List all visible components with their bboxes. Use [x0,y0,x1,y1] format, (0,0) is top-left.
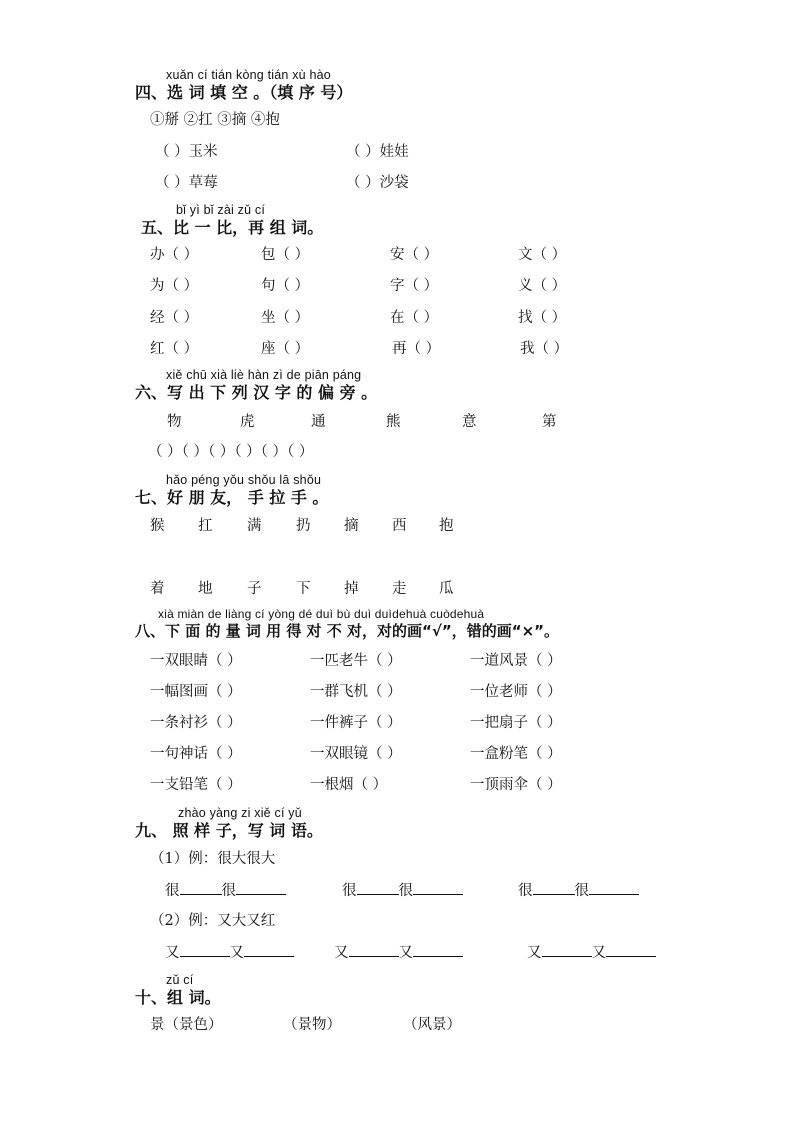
s10-pinyin: zǔ cí [166,973,194,987]
s4-options: ①掰 ②扛 ③摘 ④抱 [150,112,280,128]
s6-char: 虎 [240,414,255,430]
s5-cell: 红（ ） [150,341,199,357]
s9-heading: 九、 照 样 子，写 词 语。 [135,821,323,840]
s7-pinyin: hǎo péng yǒu shǒu lā shǒu [166,473,322,487]
s9-example: （1）例：很大很大 [150,851,276,867]
s8-heading: 八、下 面 的 量 词 用 得 对 不 对，对的画“√”，错的画“×”。 [135,622,560,640]
s4-pinyin: xuǎn cí tián kòng tián xù hào [166,68,331,82]
s7-char: 下 [296,581,311,597]
s9-pinyin: zhào yàng zi xiě cí yǔ [178,806,302,820]
s8-cell: 一双眼镜（ ） [310,746,402,762]
s10-item: （景物） [283,1017,341,1033]
s5-pinyin: bǐ yì bǐ zài zǔ cí [176,203,266,217]
s5-cell: 找（ ） [518,310,567,326]
s5-cell: 再（ ） [392,341,441,357]
s7-char: 着 [150,581,165,597]
s4-item: （ ）沙袋 [346,175,409,191]
s8-cell: 一件裤子（ ） [310,715,402,731]
s8-cell: 一句神话（ ） [150,746,242,762]
s6-heading: 六、写 出 下 列 汉 字 的 偏 旁 。 [135,383,378,402]
s8-cell: 一位老师（ ） [470,684,562,700]
s5-cell: 文（ ） [518,247,567,263]
s8-cell: 一盒粉笔（ ） [470,746,562,762]
s8-cell: 一条衬衫（ ） [150,715,242,731]
s5-cell: 办（ ） [150,247,199,263]
s9-blank-item: 又 又 [334,941,463,962]
s5-cell: 句（ ） [261,278,310,294]
s6-char: 物 [167,414,182,430]
s6-char: 意 [462,414,477,430]
s7-char: 地 [198,581,213,597]
s8-cell: 一顶雨伞（ ） [470,777,562,793]
s8-cell: 一根烟（ ） [310,777,388,793]
s9-blank-item: 又 又 [165,941,294,962]
s10-item: （风景） [403,1017,461,1033]
s5-cell: 经（ ） [150,310,199,326]
s5-cell: 座（ ） [261,341,310,357]
s5-cell: 字（ ） [390,278,439,294]
s7-char: 摘 [344,518,359,534]
s5-heading: 五、比 一 比，再 组 词。 [141,218,324,237]
s8-cell: 一道风景（ ） [470,653,562,669]
s7-char: 扛 [198,518,213,534]
s8-cell: 一群飞机（ ） [310,684,402,700]
s8-cell: 一把扇子（ ） [470,715,562,731]
s6-blanks: （ ）（ ）（ ）（ ）（ ）（ ） [148,444,314,460]
s4-heading: 四、选 词 填 空 。（填 序 号） [135,83,353,102]
s7-char: 西 [392,518,407,534]
s5-cell: 包（ ） [261,247,310,263]
s7-char: 掉 [344,581,359,597]
s7-heading: 七、好 朋 友， 手 拉 手 。 [135,488,329,507]
s7-char: 猴 [150,518,165,534]
s9-blank-item: 又 又 [527,941,656,962]
s5-cell: 我（ ） [520,341,569,357]
s5-cell: 坐（ ） [261,310,310,326]
s5-cell: 安（ ） [390,247,439,263]
s7-char: 扔 [296,518,311,534]
s6-char: 熊 [386,414,401,430]
s9-blank-item: 很 很 [165,879,286,900]
s7-char: 走 [392,581,407,597]
s7-char: 瓜 [439,581,454,597]
s7-char: 满 [247,518,262,534]
s4-item: （ ）草莓 [155,175,218,191]
s4-item: （ ）娃娃 [346,144,409,160]
s5-cell: 义（ ） [518,278,567,294]
s9-blank-item: 很 很 [342,879,463,900]
s4-item: （ ）玉米 [155,144,218,160]
s8-cell: 一支铅笔（ ） [150,777,242,793]
s10-item: 景（景色） [150,1017,223,1033]
s10-heading: 十、组 词。 [135,988,221,1007]
s8-cell: 一幅图画（ ） [150,684,242,700]
s9-blank-item: 很 很 [518,879,639,900]
s7-char: 子 [247,581,262,597]
s5-cell: 在（ ） [390,310,439,326]
s6-char: 第 [542,414,557,430]
s6-char: 通 [311,414,326,430]
s8-pinyin: xià miàn de liàng cí yòng dé duì bù duì duìdehuà cuòdehuà [158,607,485,621]
s8-cell: 一匹老牛（ ） [310,653,402,669]
s6-pinyin: xiě chū xià liè hàn zì de piān páng [166,368,362,382]
s9-example: （2）例：又大又红 [150,913,276,929]
s7-char: 抱 [439,518,454,534]
s8-cell: 一双眼睛（ ） [150,653,242,669]
s5-cell: 为（ ） [150,278,199,294]
